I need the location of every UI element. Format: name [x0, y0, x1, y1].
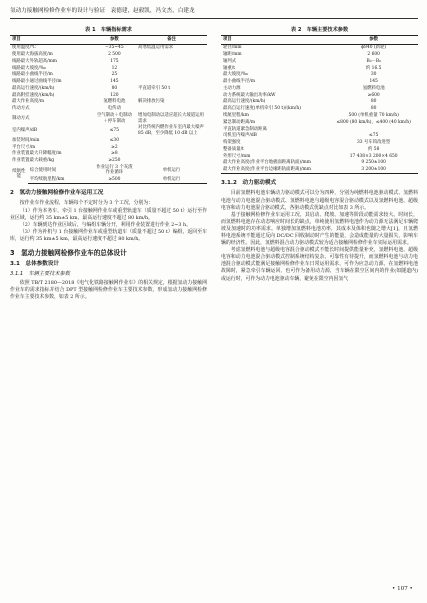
- table2-cell-param: 17 438×3 200×4 650: [349, 153, 398, 159]
- table1-cell-note: 平直道牵引 50 t: [138, 85, 171, 91]
- table2: [221, 35, 418, 174]
- table1: [10, 35, 207, 184]
- paragraph: 目前氢燃料电池车辆动力驱动模式可以分为四种，分别为纯燃料电池驱动模式、氢燃料电池与动力电池混合驱动模式、氢燃料电池与超级电容混合驱动模式以及氢燃料电池、超级电容和动力电池混合驱动模式，各驱动模式优缺点对比如表 3 所示。: [221, 190, 418, 211]
- table-row: [221, 65, 418, 72]
- table1-cell-item: 综合使用时间: [29, 167, 57, 173]
- table2-cell-param: 2 600: [367, 51, 380, 57]
- table2-cell-item: 最大作业高度(作业平台地板面距离轨面)/mm: [223, 160, 311, 166]
- table-row: [221, 72, 418, 79]
- table-row: [221, 167, 418, 174]
- table-row: [10, 164, 207, 176]
- paragraph: 基于接触网检修作业车运用工况，其启动、爬坡、加速等阶段动能需求较大、时间长，而氢燃料电池存在动态响应时间长的缺点，单纯使用氢燃料电池作为动力源无法满足车辆爬坡及加速时的功率需求。单独增加氢燃料电池功率，其成本及体积也随之增大[1]，且氢燃料电池系统不能通过反向 DC/DC 回收制动时产生的能量，会造成能量的大量损失，影响车辆的经济性。因此，氢燃料混合动力驱动模式较为适合接触网检修作业车实际运用需求。: [221, 211, 418, 247]
- table-row: [10, 99, 207, 106]
- table1-cell-note: [136, 65, 207, 72]
- table1-cell-note: [136, 144, 207, 151]
- table1-cell-param: ≥500: [93, 177, 136, 184]
- table2-col-param: 参数: [329, 36, 418, 45]
- table2-cell-param: 80: [370, 99, 377, 105]
- table2-cell-item: 平直轨道紧急制动距离: [223, 126, 267, 132]
- table-row: [10, 125, 207, 137]
- table1-cell-param: ≥250: [108, 158, 121, 164]
- table-row: [10, 177, 207, 184]
- table1-cell-note: 对比传统内燃作业车室内最大噪声 85 dB，至少降低 10 dB 以上: [138, 125, 204, 136]
- paragraph: （1）作为本务车，牵引 1 台接触网作业车或重型轨道车（质量不超过 50 t）运行至作业区域，运行约 35 km±5 km，最高运行速度不超过 80 km/h。: [10, 207, 207, 221]
- table-row: [221, 44, 418, 51]
- header-rule: [10, 18, 418, 19]
- table1-cell-item: 制动方式: [12, 115, 30, 121]
- table1-cell-param: ≥2: [111, 144, 118, 150]
- section-3-1-title: 3.1 总体参数设计: [10, 261, 60, 267]
- table1-header-row: [10, 36, 207, 45]
- table-row: [10, 92, 207, 99]
- table2-header-row: [221, 36, 418, 45]
- table1-cell-item: 线路最大外轨超高/mm: [12, 58, 57, 64]
- section-3-title: 3 氢动力接触网检修作业车的总体设计: [10, 249, 127, 257]
- table2-cell-param: 9 250±100: [361, 160, 386, 166]
- table1-cell-param: 空气制动＋电制动＋停车制动: [96, 113, 132, 124]
- table-row: [221, 106, 418, 113]
- table1-cell-note: [136, 106, 207, 113]
- table1-cell-param: 2 500: [108, 51, 121, 57]
- table2-caption: 表 2 车辆主要技术参数: [290, 27, 349, 33]
- table-row: [221, 153, 418, 160]
- table1-col-param: 参数: [93, 36, 136, 45]
- table1-cell-param: 氢燃料电池: [103, 99, 126, 105]
- table-row: [10, 112, 207, 124]
- table2-cell-item: 构架强度: [223, 140, 241, 146]
- table1-cell-param: 作业运行 3 个灰渣作业循环: [96, 164, 133, 176]
- table-row: [221, 92, 418, 99]
- table-row: [221, 126, 418, 133]
- table1-cell-note: 单机运行: [136, 177, 207, 184]
- table1-cell-param: ≤75: [109, 128, 120, 134]
- table-row: [221, 133, 418, 140]
- table2-cell-param: 80: [370, 106, 377, 112]
- table1-cell-note: [136, 72, 207, 79]
- table-row: [221, 79, 418, 86]
- table1-cell-item: 平均续航里程/km: [28, 177, 93, 184]
- table1-cell-note: [136, 151, 207, 158]
- table2-cell-param: [329, 126, 418, 133]
- table2-cell-param: 33 号车钩改进型: [357, 140, 391, 146]
- table2-cell-param: 氢燃料电池: [362, 85, 385, 91]
- table1-cell-note: [136, 92, 207, 99]
- table-row: [10, 106, 207, 113]
- table-row: [10, 65, 207, 72]
- table1-cell-item: 作业装置最大升降幅度/m: [12, 151, 62, 157]
- table2-cell-item: 整备质量/t: [223, 146, 244, 152]
- table1-cell-item: 使用最大海拔高度/m: [12, 51, 53, 57]
- table1-cell-param: 电传动: [107, 106, 121, 112]
- table1-cell-item: 室内噪声/dB: [12, 128, 38, 134]
- section-3-1-2-title: 3.1.2 动力驱动模式: [221, 180, 277, 187]
- table1-cell-item: 线路最小曲线半径/m: [12, 72, 53, 78]
- table-row: [221, 58, 418, 65]
- page-number: • 107 •: [392, 586, 413, 592]
- table1-cell-param: ≤30: [109, 137, 120, 143]
- paragraph: 依照 TB/T 2180—2018《电气化铁路接触网作业车》的相关规定，根据氢动力接触网作业车的需求指标并结合 DPT 型接触网检修作业车主要技术参数，形成氢动力接触网检修作业车主要技术参数，如表 2 所示。: [10, 280, 207, 301]
- table2-cell-param: ≤75: [369, 133, 379, 139]
- table1-cell-item: 传动方式: [12, 106, 30, 112]
- table1-cell-item: 使用温度/℃: [12, 45, 36, 51]
- table1-cell-note: 解决排放污染: [138, 99, 165, 105]
- table2-cell-item: 外形尺寸/mm: [223, 153, 251, 159]
- paragraph: 按作业车作业流程，车辆每个不定时分为 3 个工况，分别为：: [19, 200, 154, 207]
- table1-cell-param: 25: [111, 72, 118, 78]
- table2-cell-param: ≤800 (80 km/h)，≤400 (40 km/h): [336, 119, 411, 125]
- table1-cell-param: 175: [110, 58, 119, 64]
- table1-col-item: 项目: [10, 36, 93, 45]
- running-header: 氢动力接触网检修作业车的设计与验证 袁德建，赵毅凯，冯文杰，白建龙: [10, 8, 195, 14]
- table1-cell-item: 加装时间/min: [12, 137, 40, 143]
- table-row: [221, 140, 418, 147]
- table1-cell-param: 80: [111, 85, 118, 91]
- table-row: [221, 160, 418, 167]
- table2-cell-item: 轮径/mm: [223, 45, 242, 51]
- table1-cell-param: 145: [110, 79, 119, 85]
- table2-cell-item: 轴距/mm: [223, 51, 242, 57]
- table1-cell-note: [136, 158, 207, 165]
- table2-col-item: 项目: [221, 36, 329, 45]
- table1-cell-item: 平台尺寸/m: [12, 144, 36, 150]
- table1-cell-item: 线路最小通过曲线半径/m: [12, 79, 62, 85]
- table1-cell-item: 最大作业高度/m: [12, 99, 44, 105]
- table2-cell-param: ≥600: [367, 92, 380, 98]
- section-2-title: 2 氢动力接触网检修作业车运用工况: [10, 190, 104, 197]
- table1-cell-item: 最高附挂速度/(km/h): [12, 92, 55, 98]
- table2-cell-param: 145: [369, 79, 378, 85]
- table2-cell-param: 约 16.5: [365, 65, 382, 71]
- table-row: [10, 85, 207, 92]
- table1-cell-item: 最高运行速度/(km/h): [12, 85, 55, 91]
- table2-cell-param: 500 (单机重量 70 km/h): [348, 113, 399, 118]
- table1-cell-param: 12: [111, 65, 118, 71]
- left-column: [10, 26, 207, 301]
- table1-cell-item: 线路最大坡度/‰: [12, 65, 46, 71]
- table1-cell-note: 增加电制动以适应超长大坡道运用需求: [138, 113, 204, 124]
- table2-cell-item: 最小曲线半径/m: [223, 79, 255, 85]
- table1-cell-note: 高寒低温运用需求: [138, 45, 174, 51]
- right-column: [221, 26, 418, 283]
- table2-cell-item: 主动力源: [223, 85, 241, 91]
- table1-col-note: 备注: [136, 36, 207, 45]
- table2-cell-param: B₀－B₀: [366, 58, 381, 64]
- table-row: [221, 146, 418, 153]
- table2-cell-item: 轴列式: [223, 58, 237, 64]
- section-3-1-1-title: 3.1.1 车辆主要技术参数: [10, 271, 70, 277]
- table2-cell-item: 轴重/t: [223, 65, 236, 71]
- table2-cell-item: 司机室内噪声/dB: [223, 133, 257, 139]
- table-row: [10, 151, 207, 158]
- table1-cell-param: −35~45: [105, 45, 124, 51]
- table-row: [221, 85, 418, 92]
- table2-cell-item: 动力系统最大输出功率/kW: [223, 92, 276, 98]
- table2-cell-item: 最大坡度/‰: [223, 72, 248, 78]
- table2-cell-item: 最大作业高度(作业平台边缘距轨面距离)/mm: [221, 167, 329, 174]
- table-row: [10, 51, 207, 58]
- table-row: [10, 58, 207, 65]
- table-row: [10, 72, 207, 79]
- table-row: [10, 144, 207, 151]
- table1-cell-note: [136, 137, 207, 144]
- table1-cell-item: 作业装置最大载重/kg: [12, 158, 55, 164]
- table2-cell-item: 最高自运行速度(单机牵引 50 t)/(km/h): [223, 106, 301, 112]
- paragraph: 考虑氢燃料电池与超级电容混合驱动模式不能长时间提供能量补充，氢燃料电池、超级电容和动力电池混合驱动模式控制系统结构复杂，可靠性有待提升，而氢燃料电池与动力电池混合驱动模式能满足接触网检修作业车日常运用需求，可作为应急动力源，在氢燃料电池故障时，紧急牵引车辆运回，也可作为备用动力源，当车辆在限空区间内的作业(如隧道内)或运行时，可作为动力电池驱动车辆，避免在限空内因氢气: [221, 247, 418, 282]
- paragraph: （3）作为补机与 1 台接触网作业车或重型轨道车（质量不超过 50 t）编组，返回至车库，运行约 35 km±5 km，最高运行速度不超过 80 km/h。: [10, 228, 207, 242]
- table2-cell-param: 3 200±100: [329, 167, 418, 174]
- table2-cell-item: 续航里程/km: [223, 113, 249, 118]
- table-row: [221, 99, 418, 106]
- table-row: [221, 112, 418, 119]
- table1-cell-note: [136, 58, 207, 65]
- table2-cell-param: 约 58: [367, 146, 380, 152]
- paragraph: （2）车辆到达作业区域后，与编组车辆分开，利用作业装置进行作业 2~3 h。: [19, 221, 192, 228]
- table1-cell-param: ≥8: [111, 151, 118, 157]
- table2-cell-item: 最高运行速度/(km/h): [223, 99, 266, 105]
- table2-cell-param: 30: [370, 72, 377, 78]
- table1-cell-note: [136, 79, 207, 86]
- table1-caption: 表 1 车辆指标需求: [85, 27, 132, 33]
- table-row: [221, 51, 418, 58]
- table-row: [10, 44, 207, 51]
- table-row: [221, 119, 418, 126]
- table-row: [10, 79, 207, 86]
- table-row: [10, 137, 207, 144]
- table1-cell-note: 单机运行: [162, 167, 181, 173]
- table1-cell-param: 120: [110, 92, 119, 98]
- table-row: [10, 158, 207, 165]
- table1-group-label: 续航性能: [12, 168, 26, 180]
- table2-cell-param: ϕ840 (新轮): [361, 45, 387, 51]
- table1-cell-note: [136, 51, 207, 58]
- table2-cell-item: 紧急制动距离/m: [223, 119, 255, 125]
